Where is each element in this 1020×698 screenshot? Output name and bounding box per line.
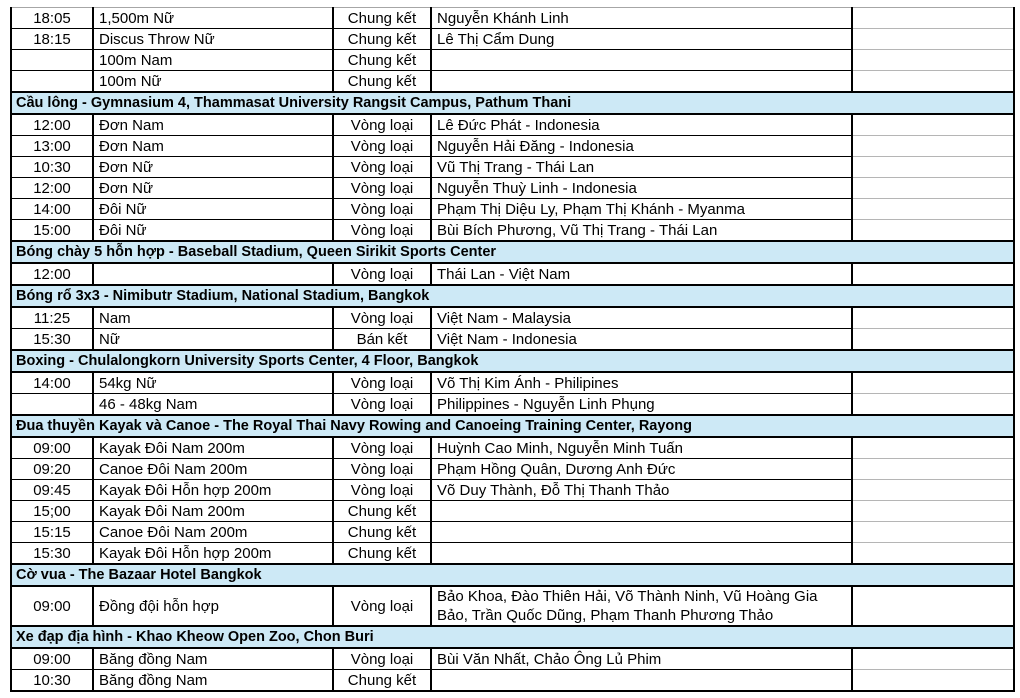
section-header-row: [11, 350, 1014, 372]
cell-time: 09:00: [11, 648, 93, 670]
cell-time: 09:00: [11, 586, 93, 626]
cell-athletes: Bùi Bích Phương, Vũ Thị Trang - Thái Lan: [431, 220, 852, 242]
cell-time: 09:20: [11, 459, 93, 480]
cell-time: 15:15: [11, 522, 93, 543]
cell-event: 1,500m Nữ: [93, 8, 333, 29]
cell-round: Chung kết: [333, 543, 431, 565]
cell-round: Chung kết: [333, 29, 431, 50]
cell-round: Vòng loại: [333, 459, 431, 480]
table-row: [11, 199, 1014, 220]
cell-event: Đôi Nữ: [93, 199, 333, 220]
cell-time: [11, 71, 93, 93]
cell-event: Đồng đội hỗn hợp: [93, 586, 333, 626]
cell-athletes: Philippines - Nguyễn Linh Phụng: [431, 394, 852, 416]
cell-time: 10:30: [11, 670, 93, 692]
cell-athletes: Thái Lan - Việt Nam: [431, 263, 852, 285]
cell-notes: [852, 50, 1014, 71]
section-header-row: [11, 415, 1014, 437]
cell-event: Nam: [93, 307, 333, 329]
cell-notes: [852, 157, 1014, 178]
cell-event: Đơn Nam: [93, 114, 333, 136]
table-row: [11, 29, 1014, 50]
cell-round: Bán kết: [333, 329, 431, 351]
cell-athletes: Việt Nam - Malaysia: [431, 307, 852, 329]
cell-athletes: [431, 50, 852, 71]
cell-round: Vòng loại: [333, 220, 431, 242]
cell-time: 18:15: [11, 29, 93, 50]
table-row: [11, 437, 1014, 459]
section-header: Cầu lông - Gymnasium 4, Thammasat University Rangsit Campus, Pathum Thani: [11, 92, 1014, 114]
cell-notes: [852, 648, 1014, 670]
cell-time: 15:00: [11, 220, 93, 242]
cell-event: Nữ: [93, 329, 333, 351]
cell-round: Vòng loại: [333, 437, 431, 459]
table-row: [11, 8, 1014, 29]
cell-athletes: [431, 71, 852, 93]
cell-round: Chung kết: [333, 50, 431, 71]
section-header-row: [11, 626, 1014, 648]
cell-round: Vòng loại: [333, 157, 431, 178]
table-row: [11, 670, 1014, 692]
cell-time: 18:05: [11, 8, 93, 29]
cell-event: Canoe Đôi Nam 200m: [93, 522, 333, 543]
schedule-table: [10, 7, 1015, 692]
schedule-table-container: [10, 7, 1015, 692]
cell-time: 13:00: [11, 136, 93, 157]
cell-athletes: Nguyễn Thuỳ Linh - Indonesia: [431, 178, 852, 199]
cell-round: Vòng loại: [333, 199, 431, 220]
cell-event: Đơn Nữ: [93, 178, 333, 199]
table-row: [11, 501, 1014, 522]
section-header: Bóng rổ 3x3 - Nimibutr Stadium, National Stadium, Bangkok: [11, 285, 1014, 307]
section-header-row: [11, 285, 1014, 307]
cell-event: Kayak Đôi Hỗn hợp 200m: [93, 543, 333, 565]
cell-round: Vòng loại: [333, 263, 431, 285]
cell-round: Chung kết: [333, 8, 431, 29]
cell-round: Vòng loại: [333, 394, 431, 416]
cell-event: 54kg Nữ: [93, 372, 333, 394]
cell-round: Vòng loại: [333, 586, 431, 626]
cell-event: Kayak Đôi Nam 200m: [93, 437, 333, 459]
table-row: [11, 329, 1014, 351]
cell-time: 14:00: [11, 199, 93, 220]
cell-notes: [852, 8, 1014, 29]
cell-event: Kayak Đôi Nam 200m: [93, 501, 333, 522]
section-header: Boxing - Chulalongkorn University Sports Center, 4 Floor, Bangkok: [11, 350, 1014, 372]
cell-event: [93, 263, 333, 285]
cell-round: Chung kết: [333, 71, 431, 93]
table-row: [11, 307, 1014, 329]
cell-notes: [852, 71, 1014, 93]
cell-athletes: Nguyễn Hải Đăng - Indonesia: [431, 136, 852, 157]
cell-notes: [852, 480, 1014, 501]
cell-time: 10:30: [11, 157, 93, 178]
cell-athletes: Vũ Thị Trang - Thái Lan: [431, 157, 852, 178]
cell-event: Đơn Nữ: [93, 157, 333, 178]
section-header-row: [11, 92, 1014, 114]
table-row: [11, 263, 1014, 285]
cell-notes: [852, 307, 1014, 329]
cell-round: Vòng loại: [333, 648, 431, 670]
section-header-row: [11, 241, 1014, 263]
cell-athletes: Huỳnh Cao Minh, Nguyễn Minh Tuấn: [431, 437, 852, 459]
cell-round: Chung kết: [333, 522, 431, 543]
cell-athletes: Bảo Khoa, Đào Thiên Hải, Võ Thành Ninh, Vũ Hoàng Gia Bảo, Trần Quốc Dũng, Phạm Thanh Phương Thảo: [431, 586, 852, 626]
table-row: [11, 71, 1014, 93]
cell-time: 15:30: [11, 543, 93, 565]
cell-time: 14:00: [11, 372, 93, 394]
cell-notes: [852, 459, 1014, 480]
cell-notes: [852, 670, 1014, 692]
cell-athletes: [431, 522, 852, 543]
cell-notes: [852, 522, 1014, 543]
cell-round: Vòng loại: [333, 372, 431, 394]
cell-time: 12:00: [11, 114, 93, 136]
table-row: [11, 480, 1014, 501]
cell-round: Vòng loại: [333, 480, 431, 501]
cell-time: [11, 50, 93, 71]
cell-athletes: Võ Duy Thành, Đỗ Thị Thanh Thảo: [431, 480, 852, 501]
cell-notes: [852, 114, 1014, 136]
cell-event: Băng đồng Nam: [93, 670, 333, 692]
cell-time: 12:00: [11, 263, 93, 285]
table-row: [11, 178, 1014, 199]
cell-notes: [852, 329, 1014, 351]
table-row: [11, 157, 1014, 178]
cell-notes: [852, 586, 1014, 626]
table-row: [11, 394, 1014, 416]
cell-event: 100m Nam: [93, 50, 333, 71]
cell-notes: [852, 372, 1014, 394]
cell-notes: [852, 220, 1014, 242]
cell-time: 09:45: [11, 480, 93, 501]
cell-round: Vòng loại: [333, 114, 431, 136]
cell-notes: [852, 178, 1014, 199]
cell-round: Chung kết: [333, 670, 431, 692]
cell-round: Vòng loại: [333, 307, 431, 329]
table-row: [11, 372, 1014, 394]
cell-time: 12:00: [11, 178, 93, 199]
cell-notes: [852, 263, 1014, 285]
cell-event: Discus Throw Nữ: [93, 29, 333, 50]
cell-event: Băng đồng Nam: [93, 648, 333, 670]
cell-athletes: Việt Nam - Indonesia: [431, 329, 852, 351]
cell-athletes: [431, 501, 852, 522]
table-row: [11, 220, 1014, 242]
cell-event: 46 - 48kg Nam: [93, 394, 333, 416]
section-header: Bóng chày 5 hỗn hợp - Baseball Stadium, Queen Sirikit Sports Center: [11, 241, 1014, 263]
cell-time: 15:30: [11, 329, 93, 351]
cell-round: Vòng loại: [333, 136, 431, 157]
cell-round: Vòng loại: [333, 178, 431, 199]
table-row: [11, 136, 1014, 157]
cell-athletes: Lê Thị Cẩm Dung: [431, 29, 852, 50]
cell-athletes: Võ Thị Kim Ánh - Philipines: [431, 372, 852, 394]
cell-notes: [852, 394, 1014, 416]
table-row: [11, 50, 1014, 71]
cell-time: [11, 394, 93, 416]
table-row: [11, 648, 1014, 670]
table-row: [11, 114, 1014, 136]
cell-notes: [852, 199, 1014, 220]
cell-athletes: Lê Đức Phát - Indonesia: [431, 114, 852, 136]
cell-time: 11:25: [11, 307, 93, 329]
cell-athletes: Phạm Thị Diệu Ly, Phạm Thị Khánh - Myanma: [431, 199, 852, 220]
cell-athletes: [431, 543, 852, 565]
cell-notes: [852, 501, 1014, 522]
cell-time: 15;00: [11, 501, 93, 522]
section-header: Cờ vua - The Bazaar Hotel Bangkok: [11, 564, 1014, 586]
cell-notes: [852, 29, 1014, 50]
section-header: Xe đạp địa hình - Khao Kheow Open Zoo, Chon Buri: [11, 626, 1014, 648]
cell-notes: [852, 136, 1014, 157]
cell-event: Đôi Nữ: [93, 220, 333, 242]
table-row: [11, 459, 1014, 480]
cell-notes: [852, 543, 1014, 565]
cell-event: 100m Nữ: [93, 71, 333, 93]
cell-round: Chung kết: [333, 501, 431, 522]
cell-event: Canoe Đôi Nam 200m: [93, 459, 333, 480]
table-row: [11, 586, 1014, 626]
table-row: [11, 522, 1014, 543]
table-row: [11, 543, 1014, 565]
section-header-row: [11, 564, 1014, 586]
cell-athletes: [431, 670, 852, 692]
cell-athletes: Bùi Văn Nhất, Chảo Ông Lủ Phim: [431, 648, 852, 670]
cell-athletes: Phạm Hồng Quân, Dương Anh Đức: [431, 459, 852, 480]
cell-event: Kayak Đôi Hỗn hợp 200m: [93, 480, 333, 501]
cell-event: Đơn Nam: [93, 136, 333, 157]
cell-athletes: Nguyễn Khánh Linh: [431, 8, 852, 29]
cell-time: 09:00: [11, 437, 93, 459]
cell-notes: [852, 437, 1014, 459]
section-header: Đua thuyền Kayak và Canoe - The Royal Thai Navy Rowing and Canoeing Training Center, Rayong: [11, 415, 1014, 437]
